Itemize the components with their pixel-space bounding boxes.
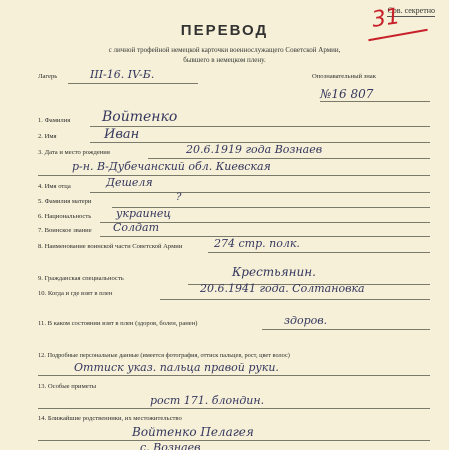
- id-tag-label: Опознавательный знак: [312, 73, 376, 80]
- field-3-line: [148, 158, 430, 159]
- field-12-label: 12. Подробные персональные данные (имеется фотография, оттиск пальцев, рост, цвет волос): [38, 352, 290, 359]
- field-1-label: 1. Фамилия: [38, 117, 71, 124]
- field-14-value-2: с. Вознаев: [140, 441, 201, 450]
- field-4-label: 4. Имя отца: [38, 183, 71, 190]
- field-12-value: Оттиск указ. пальца правой руки.: [74, 361, 279, 374]
- field-4-line: [90, 192, 430, 193]
- field-8-label: 8. Наименование воинской части Советской Армии: [38, 243, 183, 250]
- field-3-value-2: р-н. В-Дубечанский обл. Киевская: [72, 160, 271, 173]
- field-6-label: 6. Национальность: [38, 213, 92, 220]
- field-9-label: 9. Гражданская специальность: [38, 275, 124, 282]
- field-2-label: 2. Имя: [38, 133, 57, 140]
- field-7-value: Солдат: [113, 221, 160, 234]
- field-11-label: 11. В каком состоянии взят в плен (здоров, болен, ранен): [38, 320, 198, 327]
- field-4-value: Дешеля: [106, 176, 153, 189]
- field-3-label: 3. Дата и место рождения: [38, 149, 110, 156]
- camp-line: [68, 83, 198, 84]
- id-tag-value: №16 807: [320, 87, 374, 101]
- field-14-value: Войтенко Пелагея: [132, 425, 254, 439]
- field-3-line-2: [38, 175, 430, 176]
- field-12-line: [38, 375, 430, 376]
- field-14-line: [38, 440, 430, 441]
- field-8-value: 274 стр. полк.: [214, 237, 300, 250]
- field-14-label: 14. Ближайшие родственники, их местожительство: [38, 415, 182, 422]
- field-3-value: 20.6.1919 года Вознаев: [186, 143, 323, 156]
- field-1-value: Войтенко: [102, 109, 178, 125]
- field-10-value: 20.6.1941 года. Солтановка: [200, 282, 365, 295]
- secrecy-stamp: Сов. секретно: [387, 6, 435, 15]
- field-5-label: 5. Фамилия матери: [38, 198, 92, 205]
- field-11-value: здоров.: [284, 314, 328, 327]
- field-10-label: 10. Когда и где взят в плен: [38, 290, 113, 297]
- camp-label: Лагерь: [38, 73, 58, 80]
- field-8-line: [208, 252, 430, 253]
- field-13-value: рост 171. блондин.: [150, 394, 265, 407]
- field-5-value: ?: [176, 192, 182, 203]
- field-10-line: [160, 299, 430, 300]
- field-6-value: украинец: [116, 207, 172, 220]
- field-11-line: [262, 329, 430, 330]
- camp-value: III-16. IV-Б.: [90, 68, 155, 81]
- field-2-value: Иван: [104, 127, 140, 142]
- field-13-label: 13. Особые приметы: [38, 383, 97, 390]
- field-7-label: 7. Воинское звание: [38, 227, 92, 234]
- field-9-value: Крестьянин.: [232, 265, 316, 279]
- document-title: ПЕРЕВОД: [180, 22, 269, 39]
- field-1-line: [90, 126, 430, 127]
- id-tag-line: [320, 101, 430, 102]
- field-13-line: [38, 408, 430, 409]
- document-subtitle-line1: с личной трофейной немецкой карточки военнослужащего Советской Армии,: [108, 46, 341, 54]
- document-subtitle-line2: бывшего в немецком плену.: [183, 56, 266, 64]
- red-handwritten-number: 31: [370, 4, 402, 33]
